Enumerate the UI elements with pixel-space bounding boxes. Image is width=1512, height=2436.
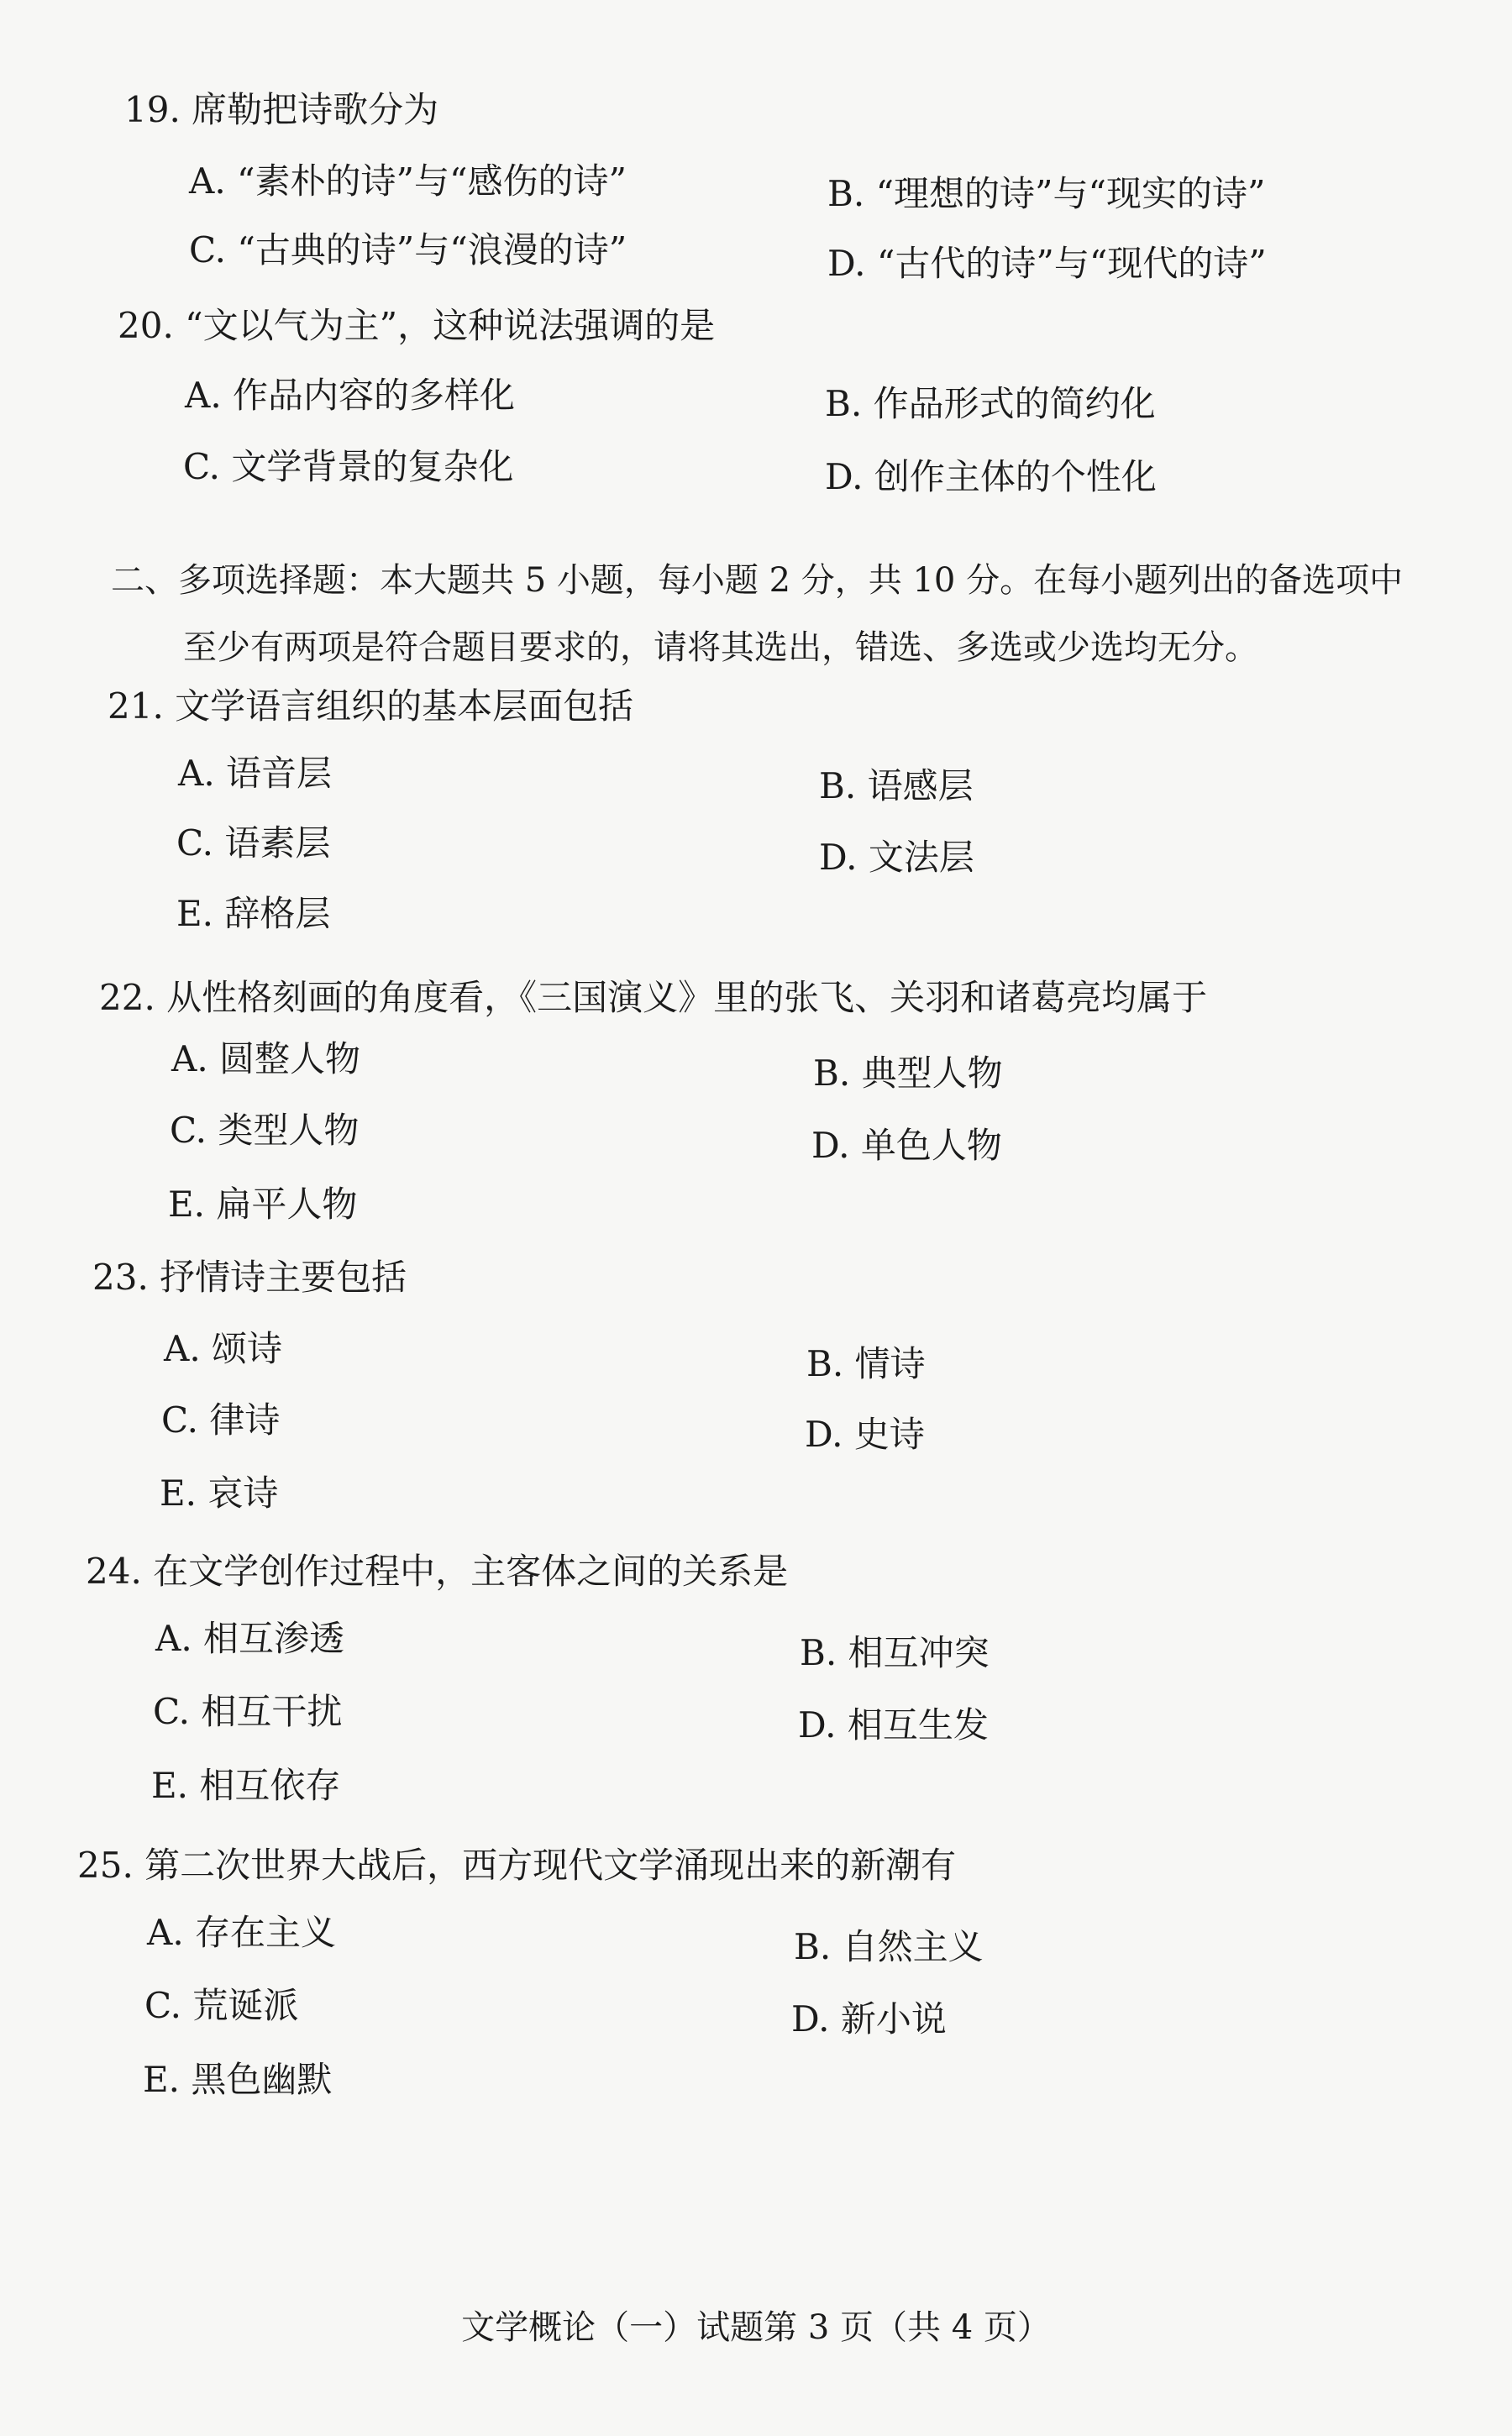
question-21-option-c: C. 语素层 [176,822,331,864]
question-20-option-c: C. 文学背景的复杂化 [183,446,514,487]
question-23-option-a: A. 颂诗 [164,1328,283,1369]
question-24-option-b: B. 相互冲突 [800,1632,990,1673]
question-25-option-c: C. 荒诞派 [144,1985,299,2026]
question-23-option-e: E. 哀诗 [160,1473,279,1514]
question-25-option-e: E. 黑色幽默 [143,2059,333,2100]
question-25-option-d: D. 新小说 [791,1998,947,2040]
question-25-stem: 25. 第二次世界大战后，西方现代文学涌现出来的新潮有 [77,1845,957,1886]
question-21-option-b: B. 语感层 [819,765,974,806]
page-footer: 文学概论（一）试题第 3 页（共 4 页） [461,2308,1051,2347]
question-22-stem: 22. 从性格刻画的角度看，《三国演义》里的张飞、关羽和诸葛亮均属于 [99,977,1208,1018]
question-22-option-b: B. 典型人物 [813,1053,1003,1094]
question-19-option-a: A. “素朴的诗”与“感伤的诗” [189,160,627,202]
question-24-option-e: E. 相互依存 [151,1765,341,1806]
question-21-option-a: A. 语音层 [178,753,333,794]
question-23-stem: 23. 抒情诗主要包括 [92,1257,407,1298]
question-25-option-a: A. 存在主义 [147,1912,337,1953]
section-2-instructions-line-2: 至少有两项是符合题目要求的，请将其选出，错选、多选或少选均无分。 [183,628,1258,667]
question-22-option-c: C. 类型人物 [170,1110,360,1151]
section-2-instructions-line-1: 二、多项选择题：本大题共 5 小题，每小题 2 分，共 10 分。在每小题列出的备选项中 [111,561,1404,600]
question-19-option-c: C. “古典的诗”与“浪漫的诗” [189,229,627,270]
question-20-option-d: D. 创作主体的个性化 [825,456,1157,497]
question-25-option-b: B. 自然主义 [794,1926,984,1967]
question-20-option-b: B. 作品形式的简约化 [825,383,1156,424]
question-19-option-b: B. “理想的诗”与“现实的诗” [827,173,1266,214]
question-22-option-d: D. 单色人物 [811,1125,1002,1166]
question-23-option-d: D. 史诗 [805,1414,925,1455]
question-19-stem: 19. 席勒把诗歌分为 [124,89,439,130]
question-23-option-b: B. 情诗 [806,1343,926,1384]
question-19-option-d: D. “古代的诗”与“现代的诗” [827,243,1267,284]
question-21-option-e: E. 辞格层 [176,893,331,934]
question-24-option-d: D. 相互生发 [798,1704,989,1746]
question-22-option-e: E. 扁平人物 [168,1184,358,1225]
question-24-stem: 24. 在文学创作过程中，主客体之间的关系是 [86,1551,789,1592]
question-22-option-a: A. 圆整人物 [171,1038,361,1079]
question-24-option-c: C. 相互干扰 [153,1691,343,1732]
question-20-stem: 20. “文以气为主”，这种说法强调的是 [118,305,716,346]
question-20-option-a: A. 作品内容的多样化 [185,375,516,416]
question-23-option-c: C. 律诗 [161,1399,281,1441]
question-21-option-d: D. 文法层 [819,837,974,878]
question-24-option-a: A. 相互渗透 [155,1618,345,1659]
question-21-stem: 21. 文学语言组织的基本层面包括 [108,685,634,727]
